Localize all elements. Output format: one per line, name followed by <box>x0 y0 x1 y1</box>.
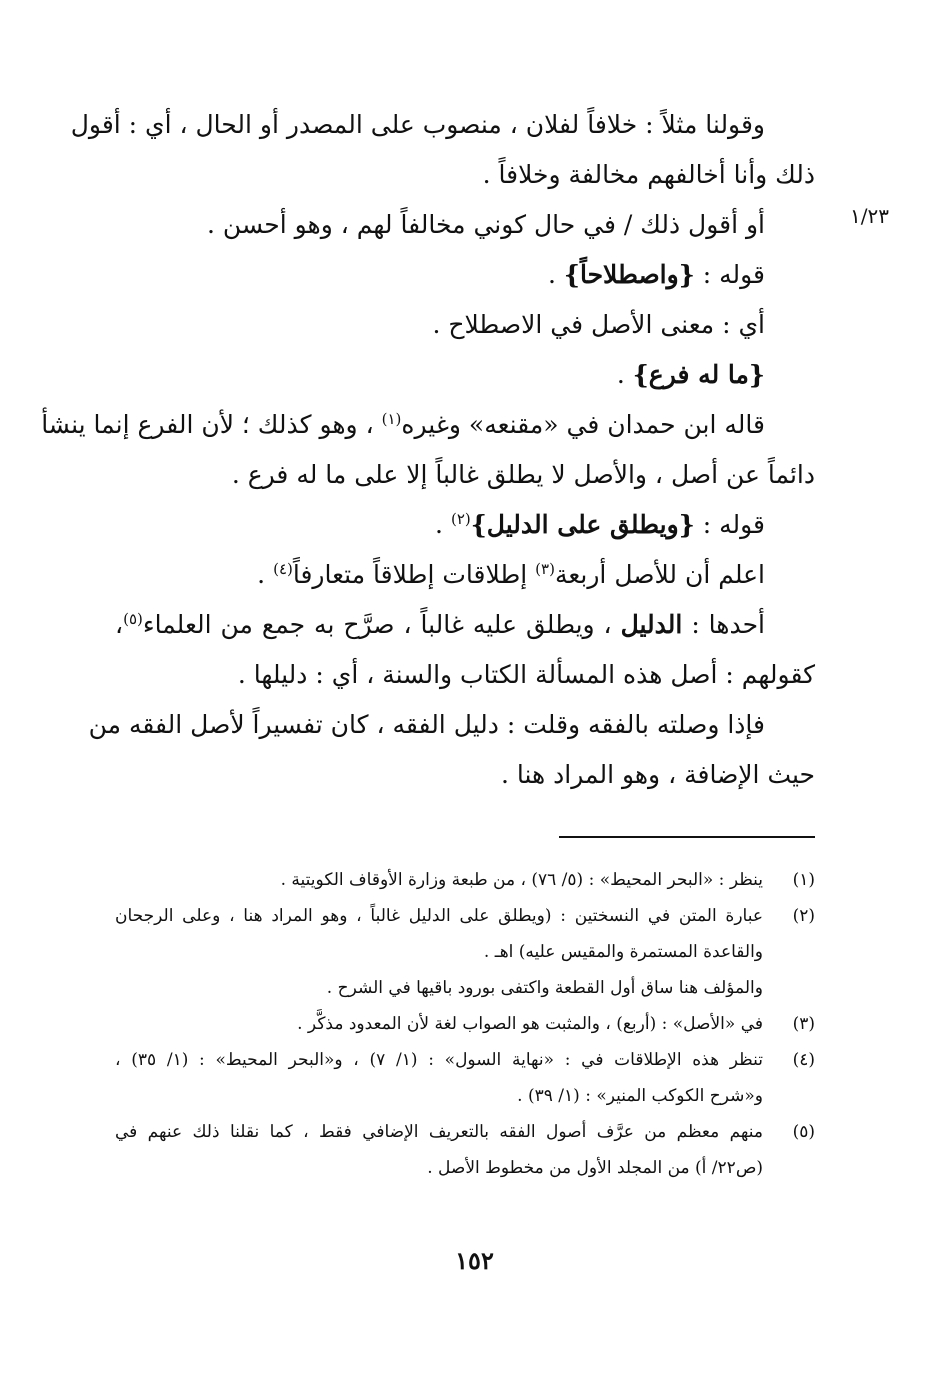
footnote-4 <box>115 1042 815 1114</box>
body-line-3: أو أقول ذلك / في حال كوني مخالفاً لهم ، وهو أحسن . <box>207 210 765 239</box>
footnote-line: والقاعدة المستمرة والمقيس عليه) اهـ . <box>483 942 763 962</box>
footnote-line: تنظر هذه الإطلاقات في : «نهاية السول» : (١/ ٧) ، و«البحر المحيط» : (١/ ٣٥) ، <box>115 1050 763 1070</box>
body-line-13: فإذا وصلته بالفقه وقلت : دليل الفقه ، كان تفسيراً لأصل الفقه من <box>88 710 765 739</box>
footnote-number: (٤) <box>792 1050 815 1070</box>
footnote-3 <box>115 1006 815 1042</box>
footnote-line: في «الأصل» : (أربع) ، والمثبت هو الصواب لغة لأن المعدود مذكَّر . <box>297 1014 763 1034</box>
body-line-5: أي : معنى الأصل في الاصطلاح . <box>432 310 765 339</box>
body-line-12: كقولهم : أصل هذه المسألة الكتاب والسنة ، أي : دليلها . <box>237 660 815 689</box>
footnote-separator <box>559 836 815 838</box>
footnote-marker: (٤) <box>273 560 293 578</box>
footnote-number: (٥) <box>792 1122 815 1142</box>
body-line-10: اعلم أن للأصل أربعة$^{(٣)}$ إطلاقات إطلاقاً متعارفاً$^{(٤)}$ . <box>257 560 765 589</box>
body-line-6: {ما له فرع} . <box>616 360 765 389</box>
margin-folio-reference: ١/٢٣ <box>850 204 889 228</box>
footnote-line: منهم معظم من عرَّف أصول الفقه بالتعريف الإضافي فقط ، كما نقلنا ذلك عنهم في <box>115 1122 763 1142</box>
body-line-8: دائماً عن أصل ، والأصل لا يطلق غالباً إلا على ما له فرع . <box>231 460 815 489</box>
body-line-7: قاله ابن حمدان في «مقنعه» وغيره$^{(١)}$ ، وهو كذلك ؛ لأن الفرع إنما ينشأ <box>41 410 765 439</box>
body-line-1: وقولنا مثلاً : خلافاً لفلان ، منصوب على المصدر أو الحال ، أي : أقول <box>70 110 765 139</box>
footnote-2 <box>115 898 815 1006</box>
matn-quote: {ويطلق على الدليل} <box>470 510 695 539</box>
term-dalil: الدليل <box>620 610 683 639</box>
footnote-marker: (٣) <box>535 560 555 578</box>
footnotes <box>115 862 815 1186</box>
matn-quote: {ما له فرع} <box>632 360 765 389</box>
body-line-4: قوله : {واصطلاحاً} . <box>547 260 765 289</box>
qawluhu-label: قوله : <box>702 260 765 289</box>
qawluhu-label: قوله : <box>702 510 765 539</box>
body-line-2: ذلك وأنا أخالفهم مخالفة وخلافاً . <box>482 160 815 189</box>
body-line-14: حيث الإضافة ، وهو المراد هنا . <box>500 760 815 789</box>
main-text <box>41 100 815 800</box>
footnote-line: والمؤلف هنا ساق أول القطعة واكتفى بورود باقيها في الشرح . <box>326 978 763 998</box>
footnote-line: عبارة المتن في النسختين : (ويطلق على الدليل غالباً ، وهو المراد هنا ، وعلى الرجحان <box>115 906 763 926</box>
footnote-marker: (٥) <box>123 610 143 628</box>
footnote-line: (ص٢٢/ أ) من المجلد الأول من مخطوط الأصل . <box>427 1158 763 1178</box>
page-number: ١٥٢ <box>455 1246 494 1275</box>
footnote-number: (٢) <box>792 906 815 926</box>
footnote-number: (٣) <box>792 1014 815 1034</box>
matn-quote: {واصطلاحاً} <box>563 260 695 289</box>
footnote-number: (١) <box>792 870 815 890</box>
body-line-11: أحدها : الدليل ، ويطلق عليه غالباً ، صرَّح به جمع من العلماء$^{(٥)}$، <box>115 610 765 639</box>
footnote-1 <box>115 862 815 898</box>
footnote-line: و«شرح الكوكب المنير» : (١/ ٣٩) . <box>517 1086 763 1106</box>
footnote-marker: (٢) <box>450 510 471 528</box>
footnote-5 <box>115 1114 815 1186</box>
footnote-line: ينظر : «البحر المحيط» : (٥/ ٧٦) ، من طبعة وزارة الأوقاف الكويتية . <box>280 870 763 890</box>
footnote-marker: (١) <box>381 410 402 428</box>
body-line-9: قوله : {ويطلق على الدليل}$^{(٢)}$ . <box>435 510 765 539</box>
